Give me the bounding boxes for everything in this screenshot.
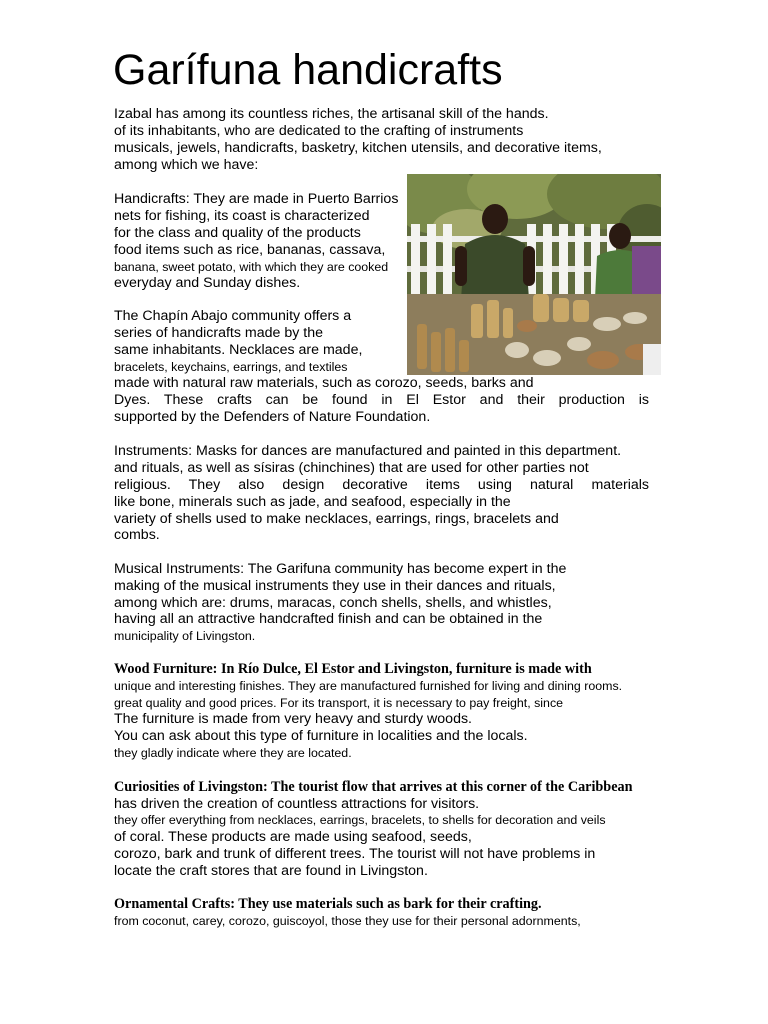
handicrafts-line: food items such as rice, bananas, cassava, — [114, 242, 386, 258]
artisans-photo — [407, 174, 661, 375]
handicrafts-line: nets for fishing, its coast is characterized — [114, 208, 370, 224]
wood-line: great quality and good prices. For its transport, it is necessary to pay freight, since — [114, 696, 564, 710]
curiosities-line: has driven the creation of countless attractions for visitors. — [114, 796, 480, 812]
chapin-line: same inhabitants. Necklaces are made, — [114, 342, 363, 358]
wood-line: The furniture is made from very heavy and sturdy woods. — [114, 711, 472, 727]
musical-line: municipality of Livingston. — [114, 629, 256, 643]
chapin-line: The Chapín Abajo community offers a — [114, 308, 352, 324]
handicrafts-line: everyday and Sunday dishes. — [114, 275, 301, 291]
wood-line: they gladly indicate where they are located. — [114, 746, 352, 760]
instruments-line: like bone, minerals such as jade, and seafood, especially in the — [114, 494, 511, 510]
intro-line: Izabal has among its countless riches, the artisanal skill of the hands. — [114, 106, 549, 122]
handicrafts-line: for the class and quality of the products — [114, 225, 361, 241]
handicrafts-line: Handicrafts: They are made in Puerto Barrios — [114, 191, 399, 207]
instruments-line: variety of shells used to make necklaces, earrings, rings, bracelets and — [114, 511, 559, 527]
curiosities-heading: Curiosities of Livingston: The tourist flow that arrives at this corner of the Caribbean — [114, 779, 633, 795]
wood-line: You can ask about this type of furniture in localities and the locals. — [114, 728, 528, 744]
curiosities-line: locate the craft stores that are found in Livingston. — [114, 863, 428, 879]
page-title: Garífuna handicrafts — [113, 46, 503, 94]
chapin-line: supported by the Defenders of Nature Foundation. — [114, 409, 431, 425]
wood-line: unique and interesting finishes. They are manufactured furnished for living and dining rooms. — [114, 679, 623, 693]
intro-line: among which we have: — [114, 157, 259, 173]
chapin-line: series of handicrafts made by the — [114, 325, 323, 341]
curiosities-line: they offer everything from necklaces, earrings, bracelets, to shells for decoration and veils — [114, 813, 606, 827]
musical-line: among which are: drums, maracas, conch shells, shells, and whistles, — [114, 595, 552, 611]
ornamental-heading: Ornamental Crafts: They use materials such as bark for their crafting. — [114, 896, 542, 912]
musical-line: making of the musical instruments they use in their dances and rituals, — [114, 578, 556, 594]
handicrafts-line: banana, sweet potato, with which they are cooked — [114, 260, 389, 274]
chapin-line: Dyes. These crafts can be found in El Estor and their production is — [114, 392, 649, 408]
intro-line: of its inhabitants, who are dedicated to the crafting of instruments — [114, 123, 524, 139]
instruments-line: Instruments: Masks for dances are manufactured and painted in this department. — [114, 443, 622, 459]
ornamental-line: from coconut, carey, corozo, guiscoyol, those they use for their personal adornments, — [114, 914, 581, 928]
chapin-line: bracelets, keychains, earrings, and textiles — [114, 360, 348, 374]
musical-line: Musical Instruments: The Garifuna community has become expert in the — [114, 561, 567, 577]
curiosities-line: corozo, bark and trunk of different trees. The tourist will not have problems in — [114, 846, 596, 862]
instruments-line: combs. — [114, 527, 160, 543]
curiosities-line: of coral. These products are made using seafood, seeds, — [114, 829, 472, 845]
intro-line: musicals, jewels, handicrafts, basketry, kitchen utensils, and decorative items, — [114, 140, 602, 156]
wood-heading: Wood Furniture: In Río Dulce, El Estor and Livingston, furniture is made with — [114, 661, 592, 677]
musical-line: having all an attractive handcrafted finish and can be obtained in the — [114, 611, 543, 627]
chapin-line: made with natural raw materials, such as corozo, seeds, barks and — [114, 375, 534, 391]
instruments-line: and rituals, as well as sísiras (chinchines) that are used for other parties not — [114, 460, 589, 476]
instruments-line: religious. They also design decorative items using natural materials — [114, 477, 649, 493]
